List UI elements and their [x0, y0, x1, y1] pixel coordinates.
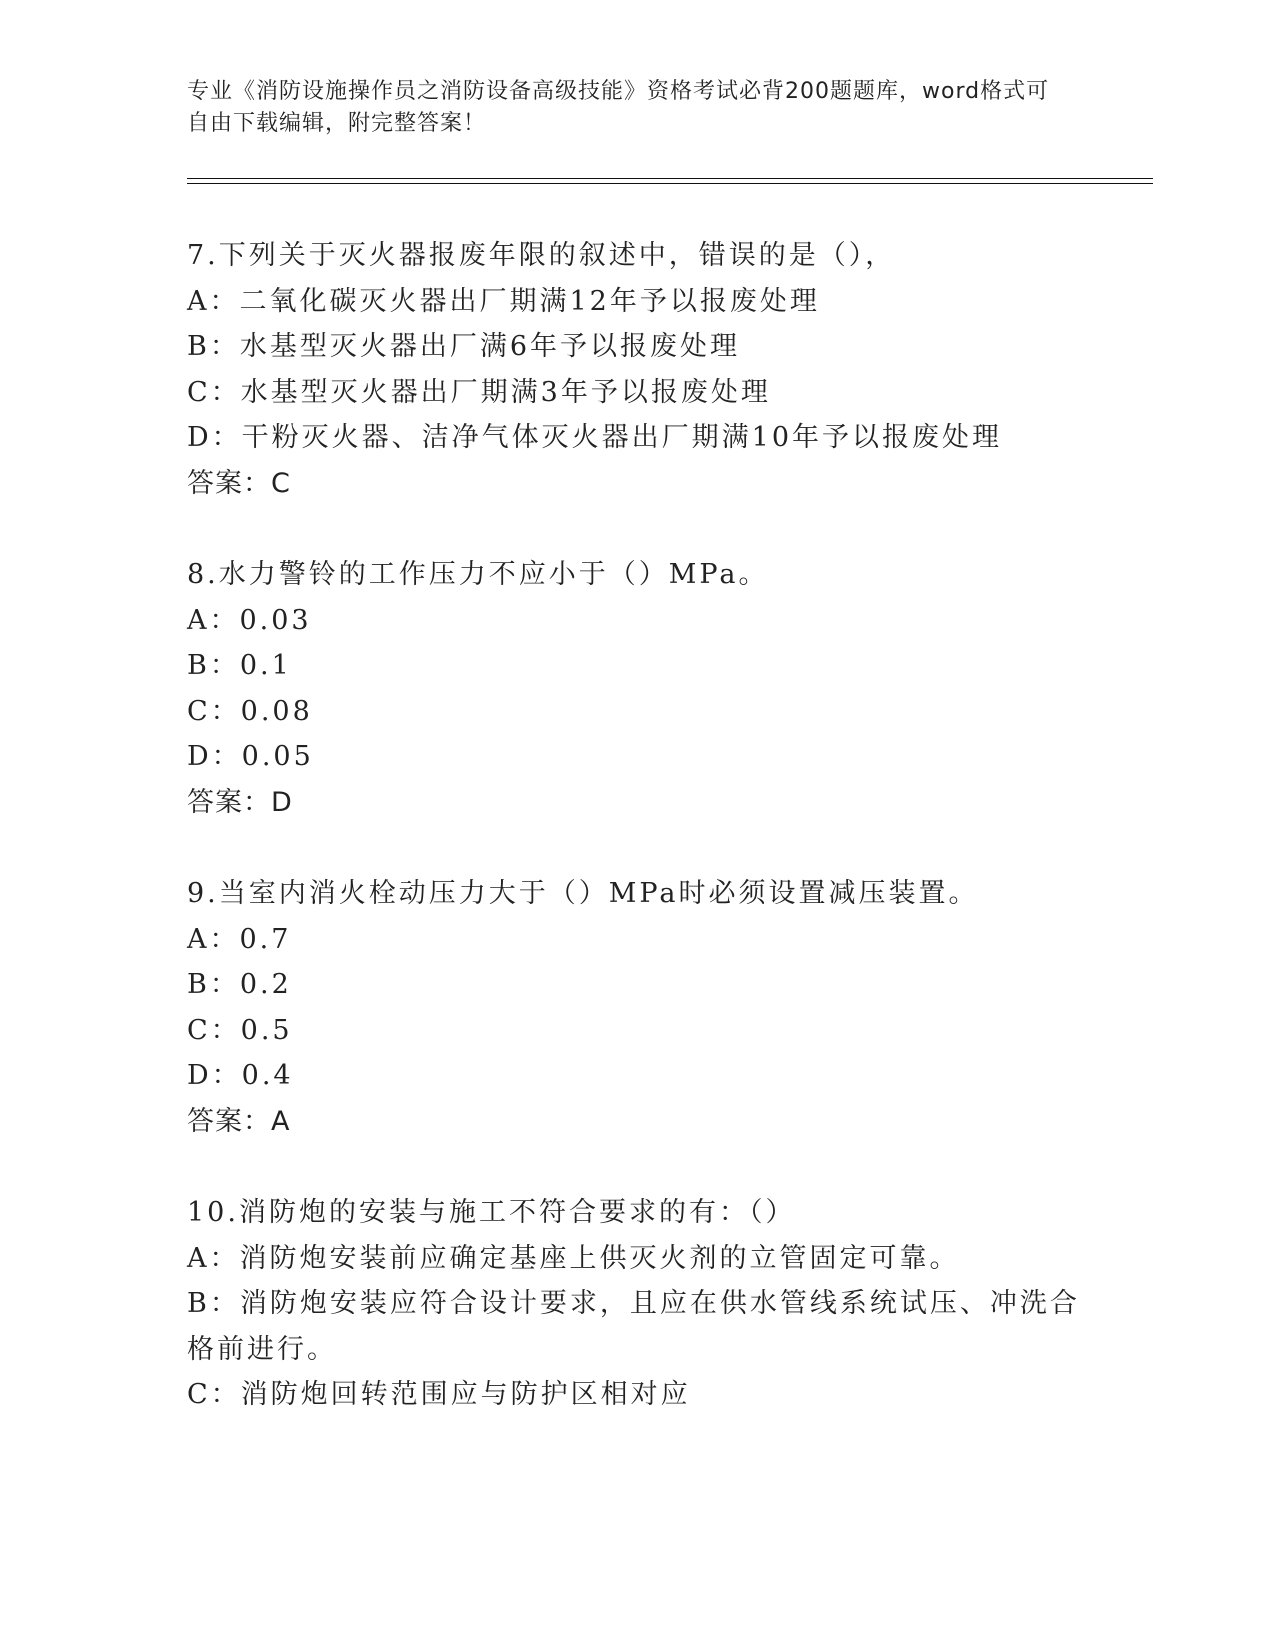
answer: 答案：A	[187, 1105, 291, 1137]
document-intro: 专业《消防设施操作员之消防设备高级技能》资格考试必背200题题库，word格式可自由下载编辑，附完整答案！	[187, 79, 1050, 136]
question-10	[187, 1190, 1087, 1418]
option-c: C：水基型灭火器出厂期满3年予以报废处理	[187, 376, 771, 408]
answer: 答案：D	[187, 786, 293, 818]
header-divider-bottom	[187, 183, 1153, 184]
option-a: A：0.03	[187, 604, 312, 636]
option-c: C：消防炮回转范围应与防护区相对应	[187, 1379, 691, 1410]
option-a: A：二氧化碳灭火器出厂期满12年予以报废处理	[187, 285, 820, 317]
option-a: A：消防炮安装前应确定基座上供灭火剂的立管固定可靠。	[187, 1242, 960, 1274]
option-d: D：0.05	[187, 741, 314, 772]
question-7	[187, 233, 1087, 506]
option-d: D：0.4	[187, 1060, 294, 1091]
answer: 答案：C	[187, 467, 291, 499]
question-8	[187, 552, 1087, 825]
question-stem: 10.消防炮的安装与施工不符合要求的有：（）	[187, 1197, 796, 1228]
option-d: D：干粉灭火器、洁净气体灭火器出厂期满10年予以报废处理	[187, 422, 1003, 453]
question-stem: 8.水力警铃的工作压力不应小于（）MPa。	[187, 559, 769, 590]
option-a: A：0.7	[187, 923, 292, 955]
option-b: B：0.2	[187, 969, 292, 1000]
question-stem: 7.下列关于灭火器报废年限的叙述中，错误的是（），	[187, 240, 896, 271]
option-b: B：0.1	[187, 650, 292, 681]
question-9	[187, 871, 1087, 1144]
header-divider-top	[187, 178, 1153, 179]
option-b: B：消防炮安装应符合设计要求，且应在供水管线系统试压、冲洗合格前进行。	[187, 1288, 1080, 1365]
option-b: B：水基型灭火器出厂满6年予以报废处理	[187, 331, 741, 362]
option-c: C：0.5	[187, 1014, 293, 1046]
option-c: C：0.08	[187, 695, 313, 727]
question-stem: 9.当室内消火栓动压力大于（）MPa时必须设置减压装置。	[187, 878, 979, 909]
